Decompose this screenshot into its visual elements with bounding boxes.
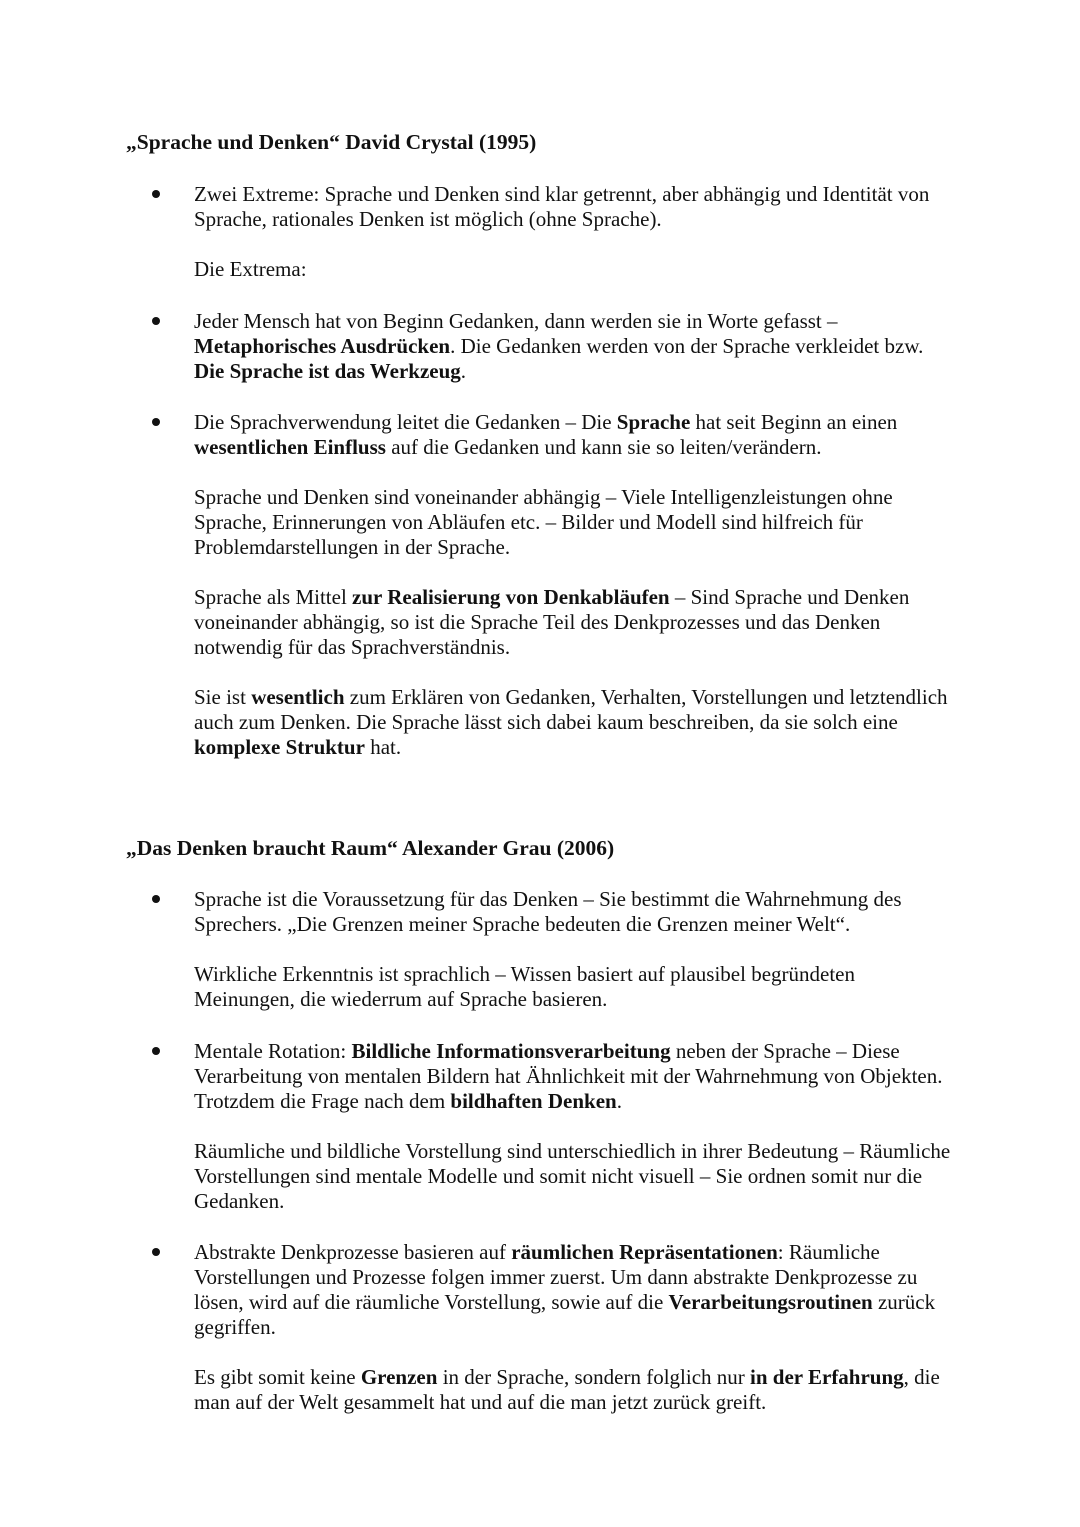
section-1-paragraph xyxy=(194,257,954,282)
section-1-paragraph xyxy=(194,309,954,384)
emphasized-text: in der Erfahrung xyxy=(750,1365,904,1389)
section-2-paragraph xyxy=(194,1039,954,1114)
emphasized-text: Bildliche Informationsverarbeitung xyxy=(351,1039,671,1063)
section-1-paragraph xyxy=(194,585,954,660)
text-run: . xyxy=(460,359,467,383)
emphasized-text: Metaphorisches Ausdrücken xyxy=(194,334,451,358)
emphasized-text: räumlichen Repräsentationen xyxy=(511,1240,778,1264)
section-1-paragraph xyxy=(194,685,954,760)
section-2-title: „Das Denken braucht Raum“ Alexander Grau (2006) xyxy=(126,836,615,860)
text-run: Zwei Extreme: Sprache und Denken sind klar getrennt, aber abhängig und Identität von Sprache, rationales Denken ist möglich (ohne Sprache). xyxy=(194,182,930,231)
section-1-paragraph xyxy=(194,182,954,232)
text-run: zum Erklären von Gedanken, Verhalten, Vorstellungen und letztendlich auch zum Denken. Die Sprache lässt sich dabei kaum beschreiben, da sie solch eine xyxy=(194,685,948,734)
text-run: Räumliche und bildliche Vorstellung sind unterschiedlich in ihrer Bedeutung – Räumliche Vorstellungen sind mentale Modelle und somit nicht visuell – Sie ordnen somit nur die Gedanken. xyxy=(194,1139,951,1213)
section-2-paragraph xyxy=(194,962,954,1012)
emphasized-text: Die Sprache ist das Werkzeug xyxy=(194,359,461,383)
text-run: Sprache und Denken sind voneinander abhängig – Viele Intelligenzleistungen ohne Sprache, Erinnerungen von Abläufen etc. – Bilder und Modell sind hilfreich für Problemdarstellungen in der Sprache. xyxy=(194,485,893,559)
text-run: Abstrakte Denkprozesse basieren auf xyxy=(194,1240,512,1264)
text-run: Die Extrema: xyxy=(194,257,307,281)
section-2-paragraph xyxy=(194,1240,954,1340)
text-run: Sprache als Mittel xyxy=(194,585,353,609)
emphasized-text: wesentlichen Einfluss xyxy=(194,435,386,459)
emphasized-text: bildhaften Denken xyxy=(450,1089,617,1113)
text-run: hat seit Beginn an einen xyxy=(690,410,898,434)
text-run: Jeder Mensch hat von Beginn Gedanken, dann werden sie in Worte gefasst – xyxy=(194,309,838,333)
section-2-paragraph xyxy=(194,887,954,937)
text-run: auf die Gedanken und kann sie so leiten/verändern. xyxy=(385,435,822,459)
section-1-paragraph xyxy=(194,485,954,560)
emphasized-text: zur Realisierung von Denkabläufen xyxy=(352,585,670,609)
text-run: Es gibt somit keine xyxy=(194,1365,361,1389)
section-2-paragraph xyxy=(194,1139,954,1214)
text-run: Sprache ist die Voraussetzung für das Denken – Sie bestimmt die Wahrnehmung des Sprechers. „Die Grenzen meiner Sprache bedeuten die Grenzen meiner Welt“. xyxy=(194,887,902,936)
emphasized-text: Grenzen xyxy=(360,1365,438,1389)
text-run: . xyxy=(616,1089,622,1113)
section-1-title: „Sprache und Denken“ David Crystal (1995) xyxy=(126,130,537,154)
text-run: . Die Gedanken werden von der Sprache verkleidet bzw. xyxy=(450,334,924,358)
text-run: Die Sprachverwendung leitet die Gedanken – Die xyxy=(194,410,617,434)
text-run: Sie ist xyxy=(194,685,252,709)
section-1-paragraph xyxy=(194,410,954,460)
bullet-icon xyxy=(152,317,160,325)
text-run: in der Sprache, sondern folglich nur xyxy=(437,1365,751,1389)
bullet-icon xyxy=(152,1047,160,1055)
text-run: zurück gegriffen. xyxy=(194,1290,936,1339)
text-run: Wirkliche Erkenntnis ist sprachlich – Wissen basiert auf plausibel begründeten Meinungen, die wiederrum auf Sprache basieren. xyxy=(194,962,855,1011)
section-2-paragraph xyxy=(194,1365,954,1415)
text-run: – Sind Sprache und Denken voneinander abhängig, so ist die Sprache Teil des Denkprozesses und das Denken notwendig für das Sprachverständnis. xyxy=(194,585,910,659)
text-run: Mentale Rotation: xyxy=(194,1039,352,1063)
emphasized-text: Verarbeitungsroutinen xyxy=(668,1290,873,1314)
bullet-icon xyxy=(152,190,160,198)
emphasized-text: komplexe Struktur xyxy=(194,735,365,759)
emphasized-text: wesentlich xyxy=(251,685,345,709)
text-run: : Räumliche Vorstellungen und Prozesse folgen immer zuerst. Um dann abstrakte Denkprozesse zu lösen, wird auf die räumliche Vorstellung, sowie auf die xyxy=(194,1240,918,1314)
bullet-icon xyxy=(152,1248,160,1256)
text-run: , die man auf der Welt gesammelt hat und auf die man jetzt zurück greift. xyxy=(194,1365,940,1414)
bullet-icon xyxy=(152,418,160,426)
emphasized-text: Sprache xyxy=(616,410,691,434)
text-run: neben der Sprache – Diese Verarbeitung von mentalen Bildern hat Ähnlichkeit mit der Wahrnehmung von Objekten. Trotzdem die Frage nach dem xyxy=(194,1039,943,1113)
bullet-icon xyxy=(152,895,160,903)
text-run: hat. xyxy=(364,735,402,759)
